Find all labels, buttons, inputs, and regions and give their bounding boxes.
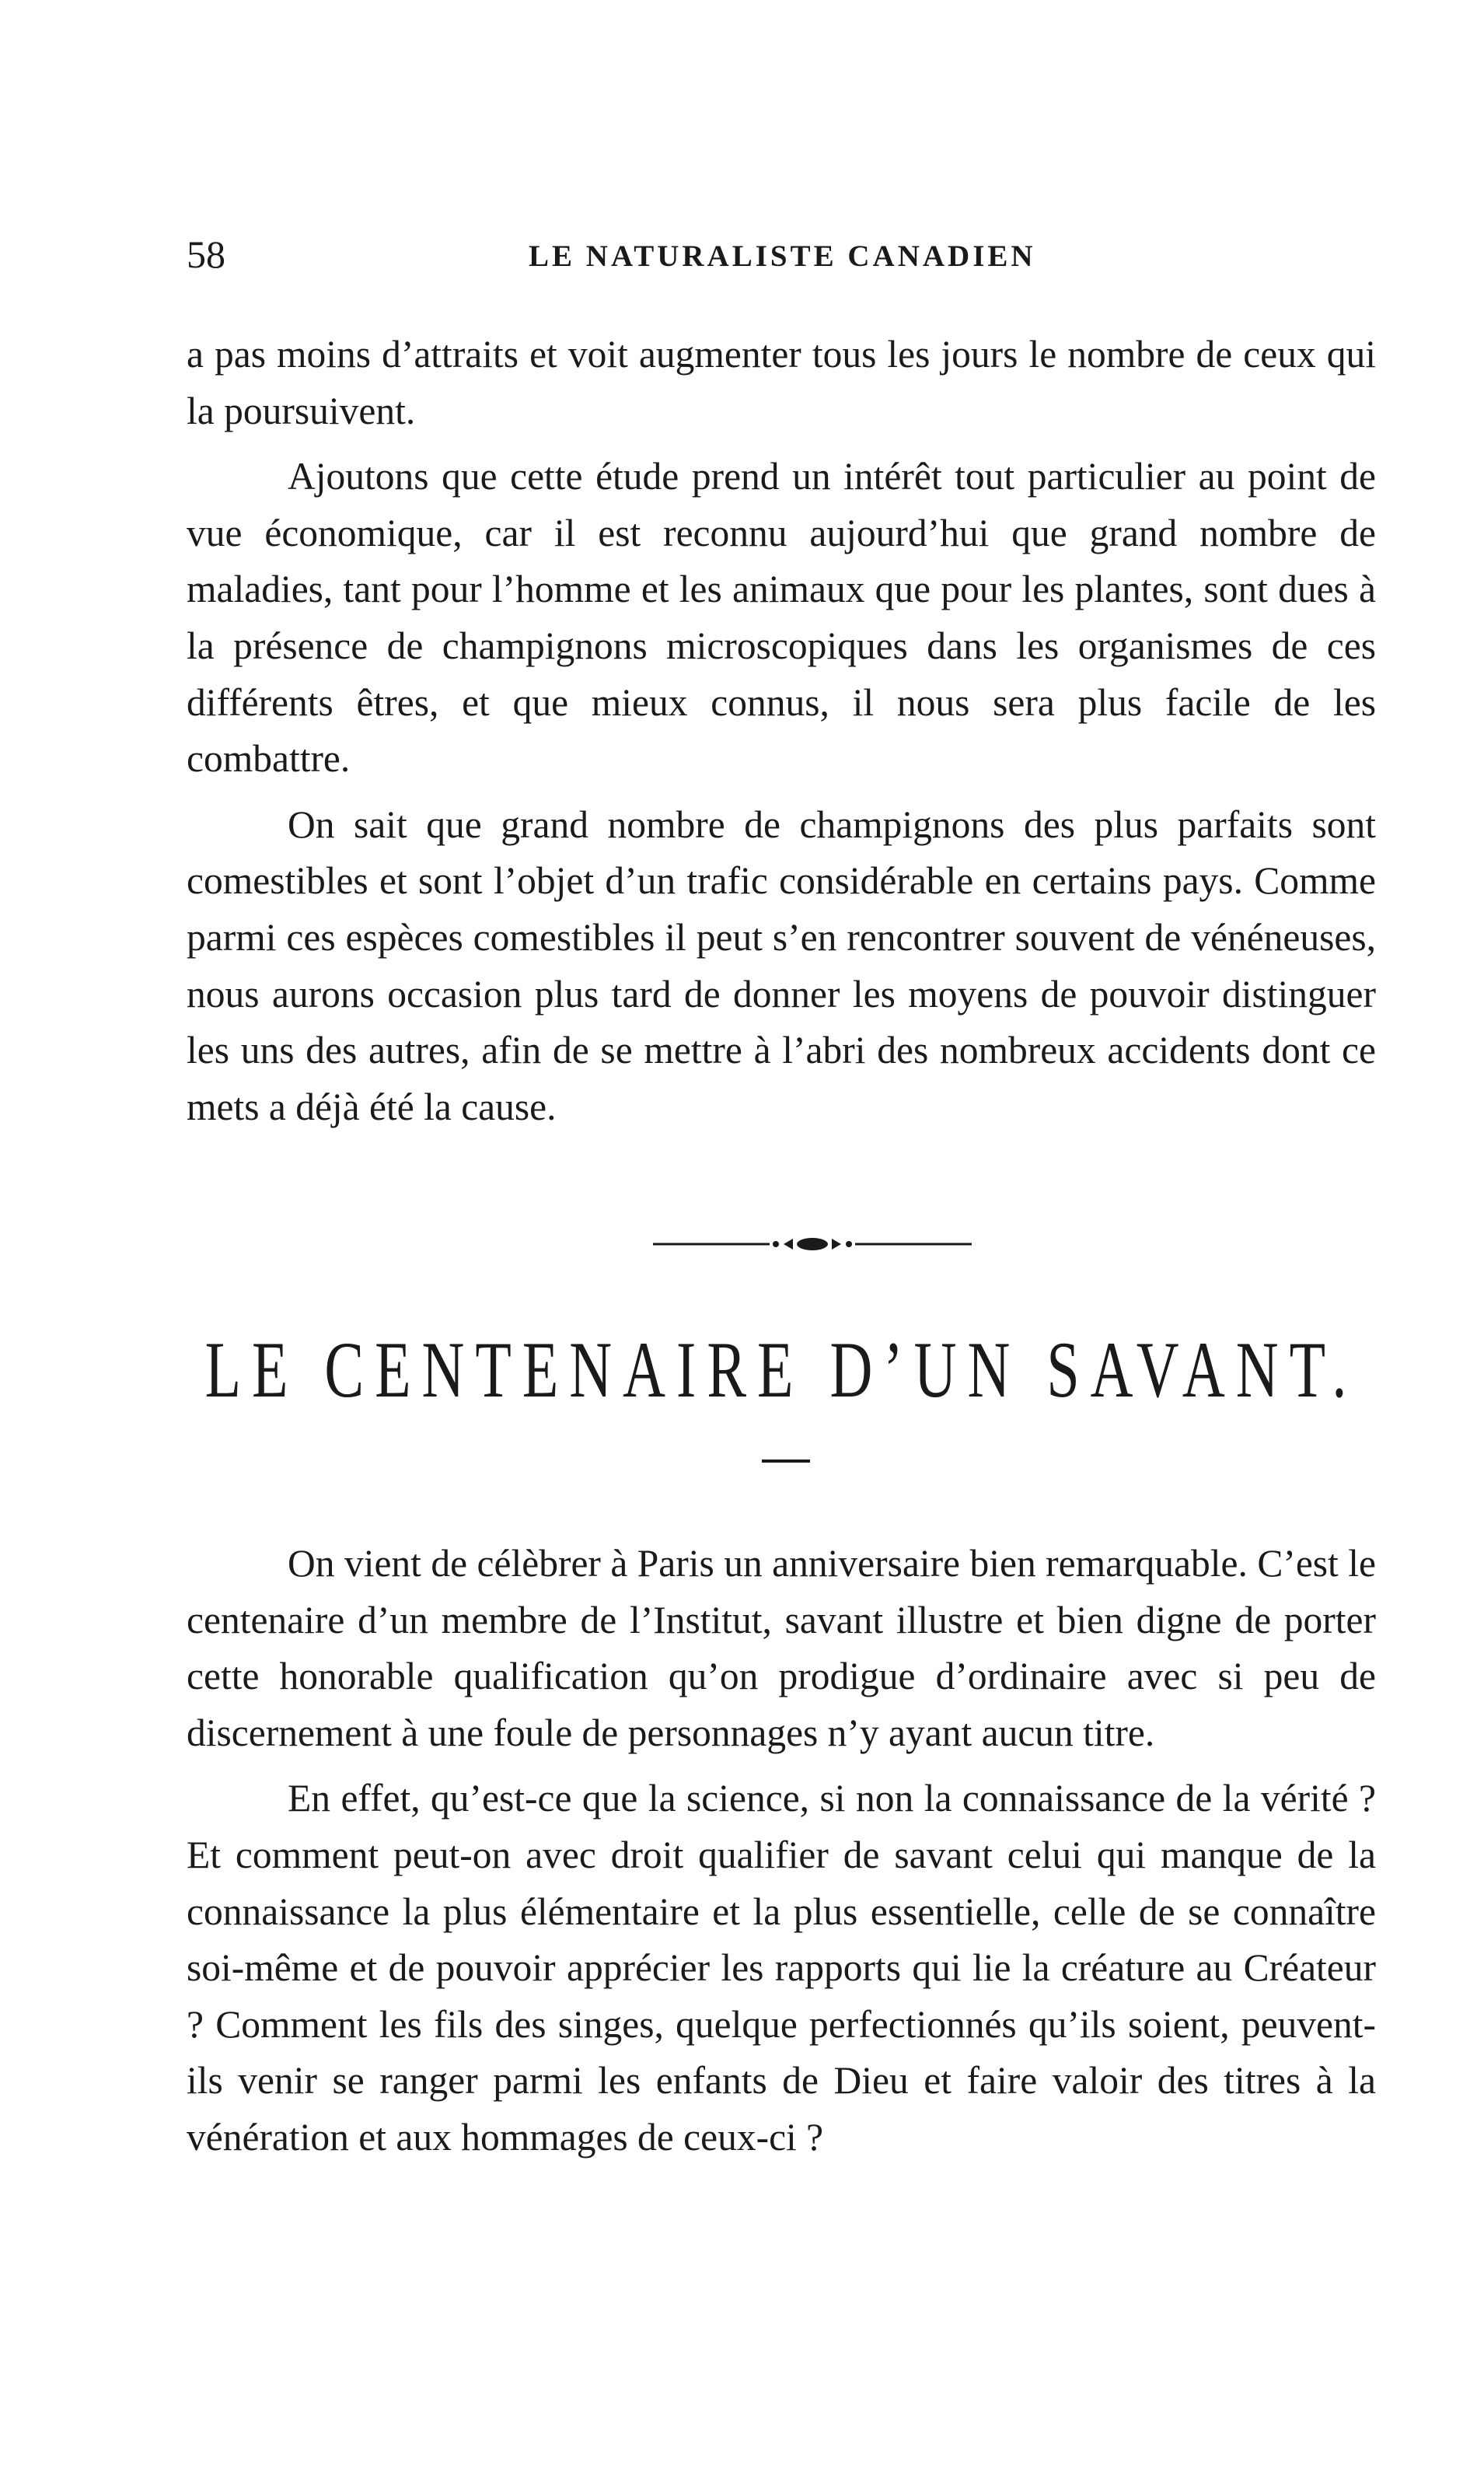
title-rule [762,1459,810,1463]
paragraph: Ajoutons que cette étude prend un intérêt tout particulier au point de vue économique, car il est reconnu aujourd’hui que grand nombre de maladies, tant pour l’homme et les animaux que pour les plantes, sont dues à la présence de champignons microscopiques dans les organismes de ces différents êtres, et que mieux connus, il nous sera plus facile de les combattre. [187,455,1376,781]
section-one-text [187,327,1376,1135]
paragraph: En effet, qu’est-ce que la science, si non la connaissance de la vérité ? Et comment peut-on avec droit qualifier de savant celui qui manque de la connaissance la plus élémentaire et la plus essentielle, celle de se connaître soi-même et de pouvoir apprécier les rapports qui lie la créature au Créateur ? Comment les fils des singes, quelque perfectionnés qu’ils soient, peuvent-ils venir se ranger parmi les enfants de Dieu et faire valoir des titres à la vénération et aux hommages de ceux-ci ? [187,1777,1376,2159]
journal-title: LE NATURALISTE CANADIEN [529,239,1036,273]
ornamental-divider [653,1229,972,1260]
paragraph: On vient de célèbrer à Paris un anniversaire bien remarquable. C’est le centenaire d’un membre de l’Institut, savant illustre et bien digne de porter cette honorable qualification qu’on prodigue d’ordinaire avec si peu de discernement à une foule de personnages n’y ayant aucun titre. [187,1542,1376,1754]
article-text [187,1536,1376,2166]
page-number: 58 [187,232,225,276]
paragraph: a pas moins d’attraits et voit augmenter tous les jours le nombre de ceux qui la poursuivent. [187,333,1376,432]
running-head [187,227,1376,281]
paragraph: On sait que grand nombre de champignons des plus parfaits sont comestibles et sont l’objet d’un trafic considérable en certains pays. Comme parmi ces espèces comestibles il peut s’en rencontrer souvent de vénéneuses, nous aurons occasion plus tard de donner les moyens de pouvoir distinguer les uns des autres, afin de se mettre à l’abri des nombreux accidents dont ce mets a déjà été la cause. [187,802,1376,1128]
article-title: LE CENTENAIRE D’UN SAVANT. [204,1326,1358,1414]
